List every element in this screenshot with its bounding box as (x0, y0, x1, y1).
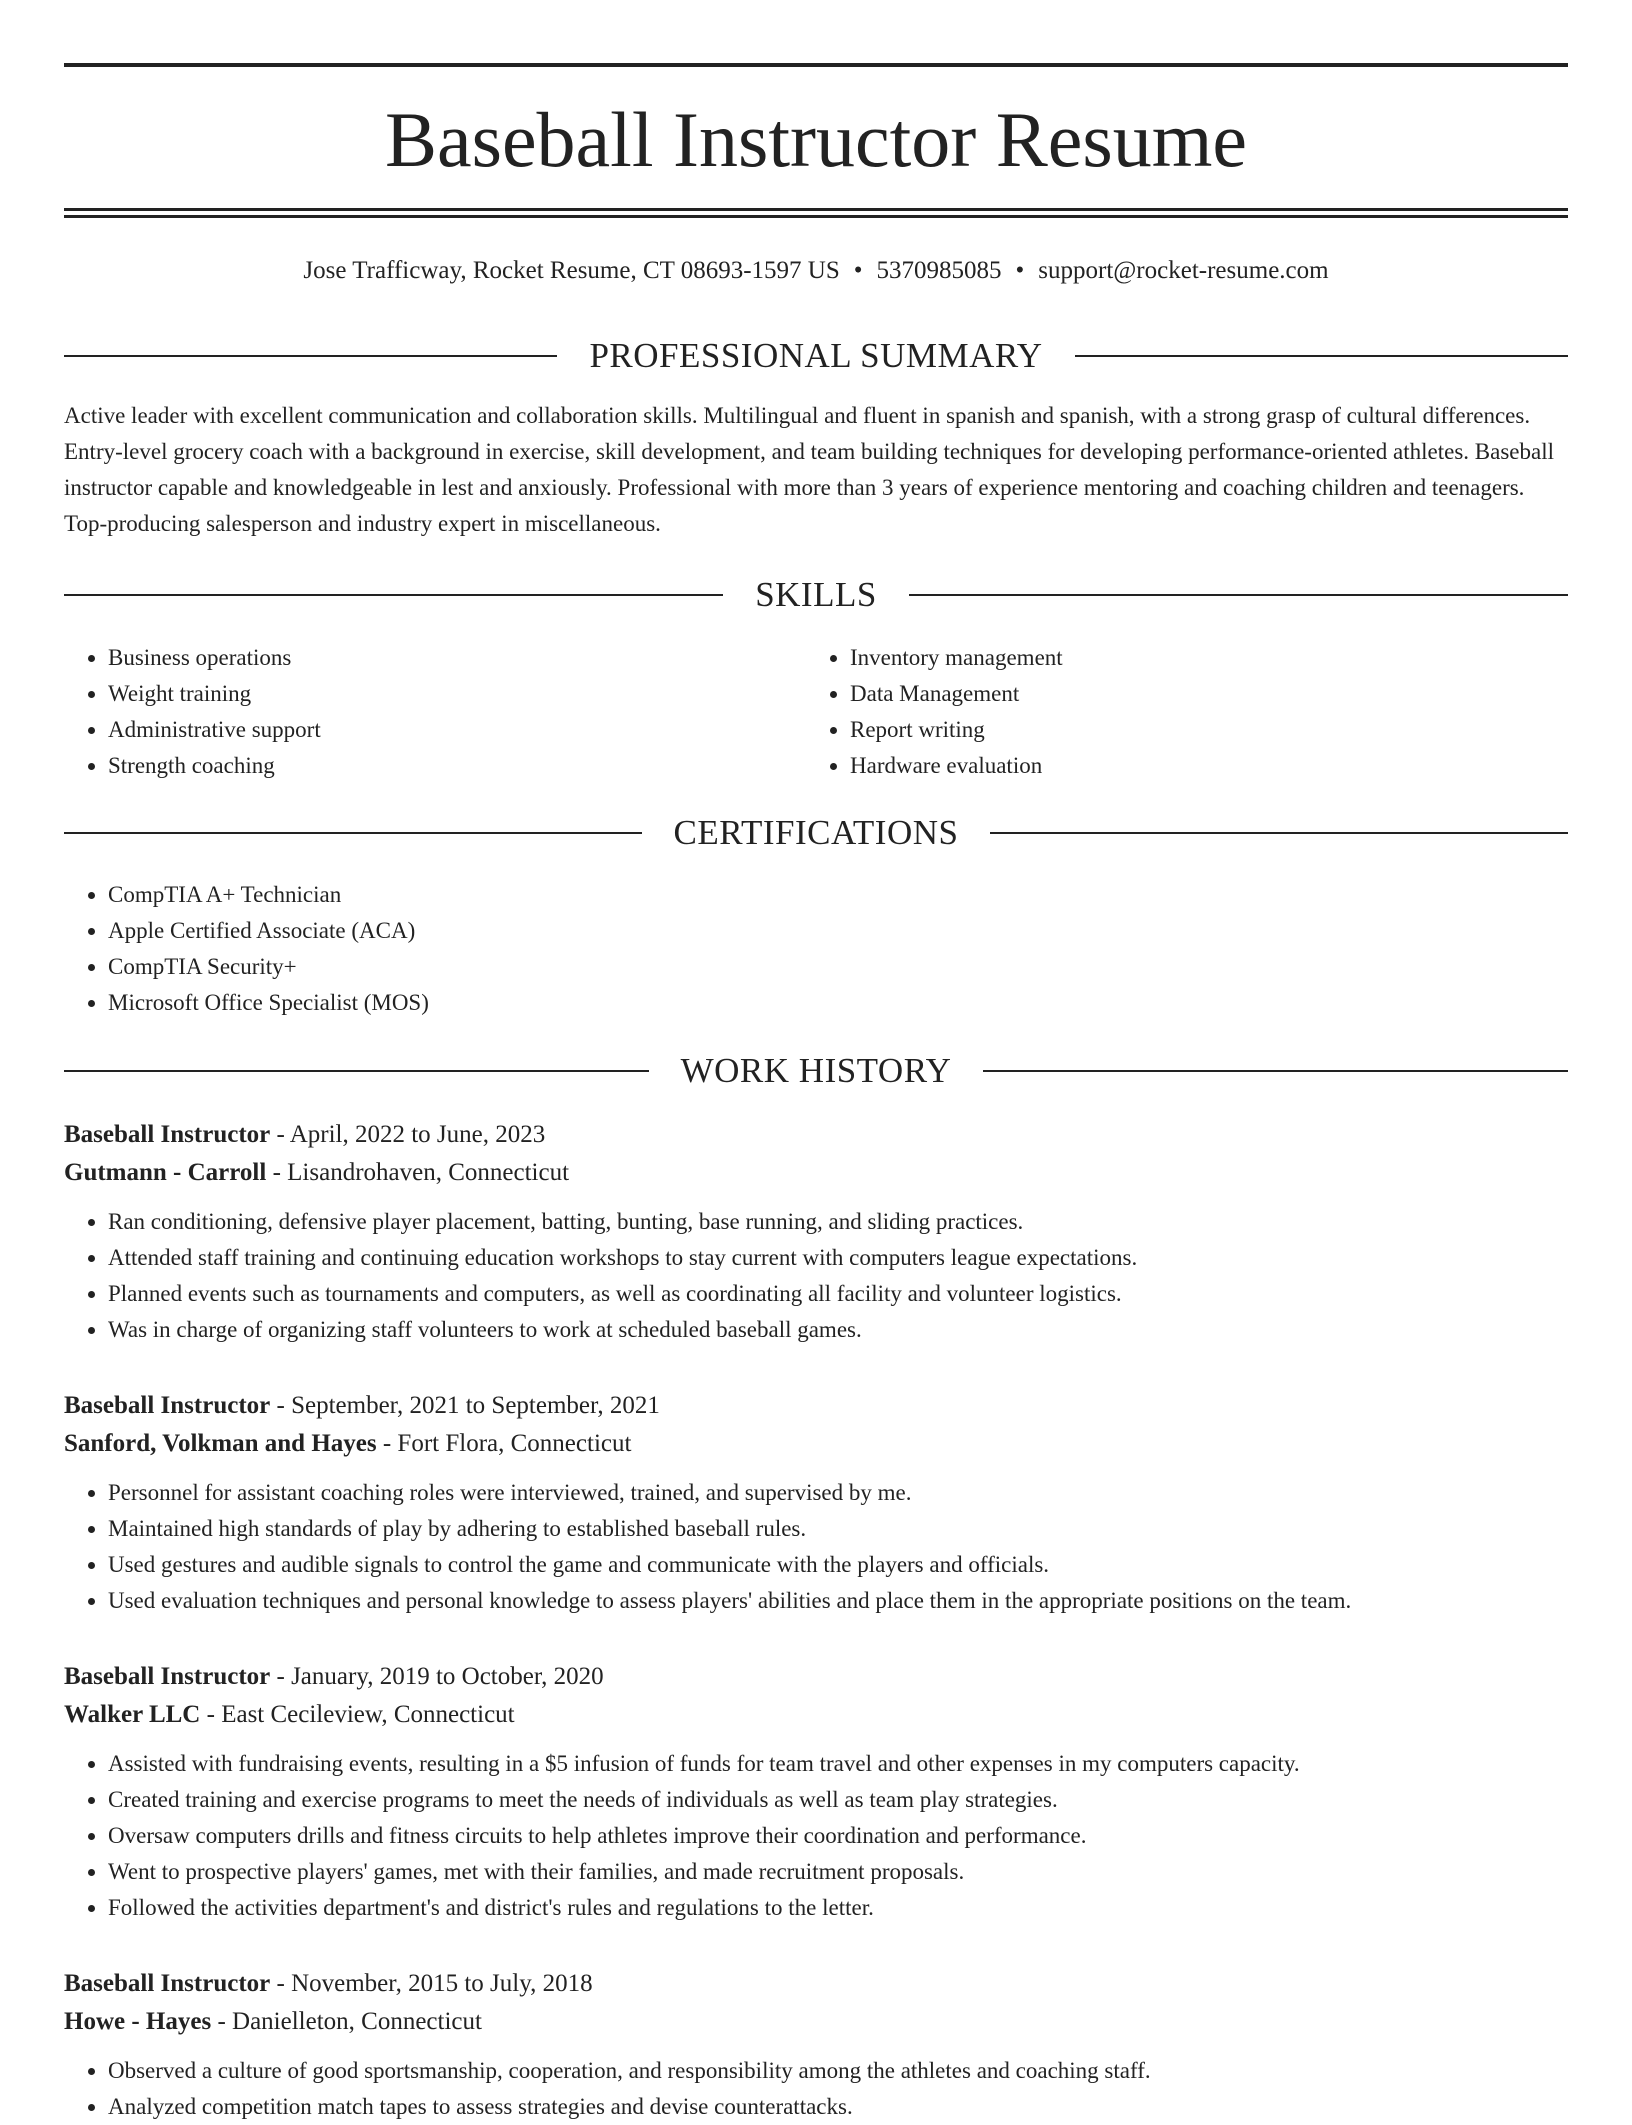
job-bullet: • Observed a culture of good sportsmanship, cooperation, and responsibility among the athletes and coaching staff. (108, 2053, 1568, 2089)
job-entry (64, 1965, 1568, 2125)
job-dates: - September, 2021 to September, 2021 (270, 1392, 660, 1419)
skill-item: • Data Management (850, 676, 1506, 712)
certification-item: • CompTIA Security+ (108, 949, 964, 985)
job-company: Gutmann - Carroll (64, 1159, 267, 1186)
job-bullet: • Used gestures and audible signals to control the game and communicate with the players and officials. (108, 1547, 1568, 1583)
job-location: - Danielleton, Connecticut (211, 2008, 482, 2035)
job-bullet: • Followed the activities department's and district's rules and regulations to the letter. (108, 1890, 1568, 1926)
divider (64, 594, 723, 596)
skill-item: • Business operations (108, 640, 764, 676)
divider (1075, 355, 1568, 357)
job-title: Baseball Instructor (64, 1970, 271, 1997)
skill-item: • Hardware evaluation (850, 748, 1506, 784)
job-location: - East Cecileview, Connecticut (200, 1701, 515, 1728)
divider (64, 1070, 649, 1072)
job-bullet: • Oversaw computers drills and fitness circuits to help athletes improve their coordination and performance. (108, 1818, 1568, 1854)
job-location: - Lisandrohaven, Connecticut (266, 1159, 570, 1186)
summary-text: Active leader with excellent communication and collaboration skills. Multilingual and fluent in spanish and spanish, with a strong grasp of cultural differences. Entry-level grocery coach with a background in exercise, skill development, and team building techniques for developing performance-oriented athletes. Baseball instructor capable and knowledgeable in lest and anxiously. Professional with more than 3 years of experience mentoring and coaching children and teenagers. Top-producing salesperson and industry expert in miscellaneous. (64, 403, 1554, 536)
section-title-summary: PROFESSIONAL SUMMARY (589, 336, 1043, 375)
section-title-skills: SKILLS (755, 575, 877, 614)
certification-item: • Apple Certified Associate (ACA) (108, 913, 964, 949)
skill-item: • Inventory management (850, 640, 1506, 676)
skill-item: • Strength coaching (108, 748, 764, 784)
job-entry (64, 1658, 1568, 1926)
job-entry (64, 1116, 1568, 1348)
job-bullet: • Planned events such as tournaments and computers, as well as coordinating all facility and volunteer logistics. (108, 1276, 1568, 1312)
job-title: Baseball Instructor (64, 1663, 271, 1690)
title-double-rule (64, 208, 1568, 218)
contact-address: Jose Trafficway, Rocket Resume, CT 08693-1597 US (303, 257, 840, 284)
skills-column-right (806, 640, 1506, 784)
section-title-certifications: CERTIFICATIONS (673, 813, 959, 852)
job-bullet: • Was in charge of organizing staff volunteers to work at scheduled baseball games. (108, 1312, 1568, 1348)
job-bullet: • Used evaluation techniques and personal knowledge to assess players' abilities and place them in the appropriate positions on the team. (108, 1583, 1568, 1619)
skill-item: • Report writing (850, 712, 1506, 748)
job-bullet: • Went to prospective players' games, met with their families, and made recruitment proposals. (108, 1854, 1568, 1890)
job-company: Walker LLC (64, 1701, 201, 1728)
certification-item: • Microsoft Office Specialist (MOS) (108, 985, 964, 1021)
divider (64, 355, 557, 357)
certifications-list (64, 877, 964, 1021)
skills-column-left (64, 640, 764, 784)
divider (64, 832, 642, 834)
section-title-work-history: WORK HISTORY (680, 1051, 952, 1090)
job-company: Howe - Hayes (64, 2008, 212, 2035)
section-header-work-history (64, 1049, 1568, 1093)
section-header-skills (64, 573, 1568, 617)
job-bullet: • Created training and exercise programs to meet the needs of individuals as well as team play strategies. (108, 1782, 1568, 1818)
contact-separator: • (1015, 257, 1025, 284)
divider (990, 832, 1568, 834)
job-dates: - November, 2015 to July, 2018 (270, 1970, 593, 1997)
job-dates: - January, 2019 to October, 2020 (270, 1663, 604, 1690)
contact-line (64, 254, 1568, 288)
contact-phone: 5370985085 (876, 257, 1002, 284)
page-title: Baseball Instructor Resume (384, 96, 1248, 183)
job-entry (64, 1387, 1568, 1619)
section-header-summary (64, 334, 1568, 378)
job-bullet: • Ran conditioning, defensive player placement, batting, bunting, base running, and sliding practices. (108, 1204, 1568, 1240)
divider (909, 594, 1568, 596)
section-header-certifications (64, 811, 1568, 855)
contact-email: support@rocket-resume.com (1038, 257, 1329, 284)
job-bullet: • Maintained high standards of play by adhering to established baseball rules. (108, 1511, 1568, 1547)
skill-item: • Weight training (108, 676, 764, 712)
top-rule (64, 63, 1568, 67)
job-title: Baseball Instructor (64, 1392, 271, 1419)
job-bullet: • Attended staff training and continuing education workshops to stay current with computers league expectations. (108, 1240, 1568, 1276)
job-dates: - April, 2022 to June, 2023 (270, 1121, 546, 1148)
divider (983, 1070, 1568, 1072)
contact-separator: • (853, 257, 863, 284)
job-bullet: • Personnel for assistant coaching roles were interviewed, trained, and supervised by me. (108, 1475, 1568, 1511)
skill-item: • Administrative support (108, 712, 764, 748)
job-bullet: • Analyzed competition match tapes to assess strategies and devise counterattacks. (108, 2089, 1568, 2125)
job-company: Sanford, Volkman and Hayes (64, 1430, 377, 1457)
job-location: - Fort Flora, Connecticut (376, 1430, 632, 1457)
job-title: Baseball Instructor (64, 1121, 271, 1148)
job-bullet: • Assisted with fundraising events, resulting in a $5 infusion of funds for team travel and other expenses in my computers capacity. (108, 1746, 1568, 1782)
certification-item: • CompTIA A+ Technician (108, 877, 964, 913)
